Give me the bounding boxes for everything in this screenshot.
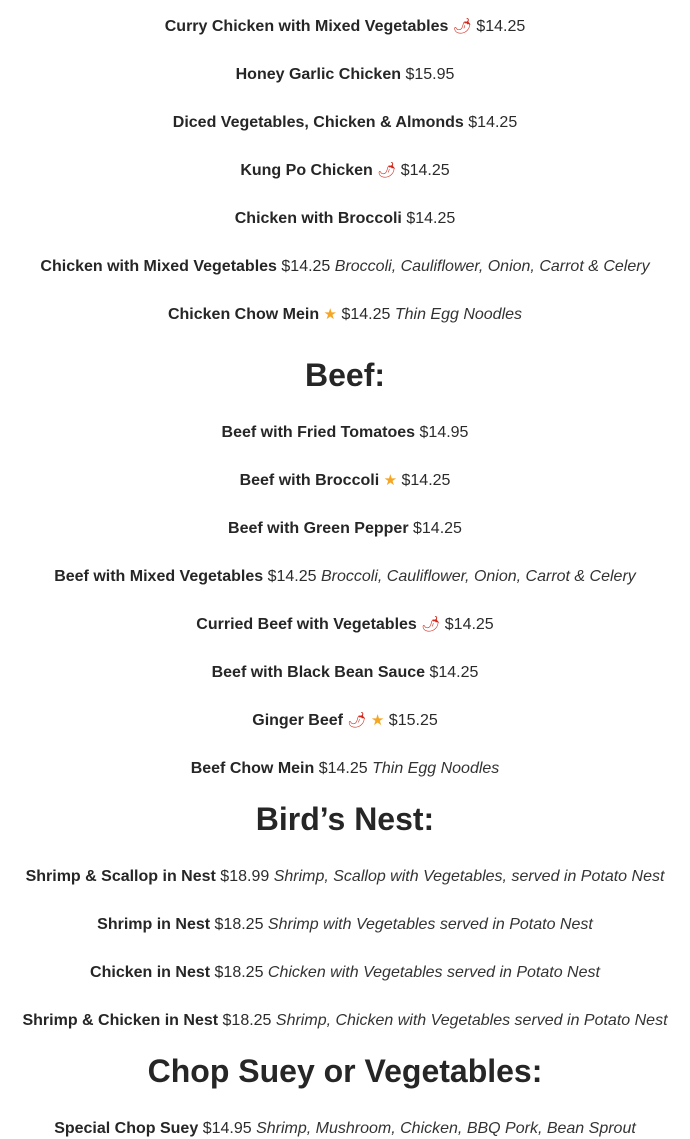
menu-item <box>0 915 690 935</box>
section-heading: Chop Suey or Vegetables: <box>147 1053 543 1089</box>
menu-item-name: Shrimp & Chicken in Nest <box>22 1012 219 1029</box>
menu-item-price: $14.25 <box>401 472 451 489</box>
menu-item-name: Curried Beef with Vegetables <box>196 616 417 633</box>
menu-item <box>0 567 690 587</box>
section-heading: Bird’s Nest: <box>255 801 435 837</box>
menu-item-name: Chicken with Broccoli <box>234 210 402 227</box>
menu-item-name: Curry Chicken with Mixed Vegetables <box>164 18 449 35</box>
menu-item-name: Beef with Black Bean Sauce <box>211 664 426 681</box>
menu-item-name: Shrimp in Nest <box>97 916 211 933</box>
menu-item-price: $14.25 <box>444 616 494 633</box>
star-icon: ★ <box>370 712 385 729</box>
menu-item <box>0 65 690 85</box>
chili-pepper-icon: 🌶 <box>421 616 441 633</box>
menu-item-name: Chicken in Nest <box>90 964 211 981</box>
menu-item-price: $14.25 <box>476 18 526 35</box>
menu-item-description: Thin Egg Noodles <box>394 306 523 323</box>
menu-item <box>0 209 690 229</box>
menu-item-name: Beef with Broccoli <box>239 472 380 489</box>
menu-item-price: $18.25 <box>222 1012 272 1029</box>
menu-item <box>0 257 690 277</box>
menu-item-price: $14.25 <box>341 306 391 323</box>
menu-item-description: Shrimp, Mushroom, Chicken, BBQ Pork, Bean Sprout <box>256 1120 636 1137</box>
menu-item-price: $14.25 <box>400 162 450 179</box>
menu-item-name: Diced Vegetables, Chicken & Almonds <box>172 114 464 131</box>
menu-item-name: Beef with Mixed Vegetables <box>54 568 264 585</box>
menu-item-description: Shrimp, Scallop with Vegetables, served in Potato Nest <box>273 868 665 885</box>
menu-item <box>0 759 690 779</box>
menu-item-description: Shrimp with Vegetables served in Potato Nest <box>267 916 593 933</box>
menu-item <box>0 423 690 443</box>
star-icon: ★ <box>383 472 398 489</box>
menu-item-description: Broccoli, Cauliflower, Onion, Carrot & Celery <box>321 568 636 585</box>
menu-item <box>0 113 690 133</box>
menu-item-price: $15.25 <box>388 712 438 729</box>
chili-pepper-icon: 🌶 <box>347 712 367 729</box>
menu-item-price: $14.25 <box>406 210 456 227</box>
menu-item-name: Ginger Beef <box>252 712 343 729</box>
section-heading: Beef: <box>304 357 385 393</box>
menu-item-price: $18.25 <box>214 916 264 933</box>
menu-item-name: Shrimp & Scallop in Nest <box>25 868 216 885</box>
menu-item-name: Beef with Green Pepper <box>228 520 409 537</box>
menu-item-price: $14.95 <box>419 424 469 441</box>
menu-item-description: Shrimp, Chicken with Vegetables served in Potato Nest <box>275 1012 668 1029</box>
menu-item-name: Beef with Fried Tomatoes <box>221 424 416 441</box>
menu-item-name: Chicken with Mixed Vegetables <box>40 258 277 275</box>
menu-item <box>0 519 690 539</box>
menu-item-name: Kung Po Chicken <box>240 162 373 179</box>
menu-item-price: $15.95 <box>405 66 455 83</box>
menu-item <box>0 711 690 731</box>
menu-item <box>0 1011 690 1031</box>
menu-item-name: Chicken Chow Mein <box>167 306 320 323</box>
menu-item <box>0 663 690 683</box>
menu-item-price: $14.25 <box>267 568 317 585</box>
chili-pepper-icon: 🌶 <box>377 162 397 179</box>
menu-item-description: Thin Egg Noodles <box>372 760 500 777</box>
menu-item-name: Special Chop Suey <box>54 1120 199 1137</box>
menu-item-price: $18.25 <box>214 964 264 981</box>
menu-item <box>0 1119 690 1139</box>
menu-item <box>0 305 690 325</box>
menu-item-name: Beef Chow Mein <box>190 760 315 777</box>
menu-item-description: Broccoli, Cauliflower, Onion, Carrot & Celery <box>334 258 650 275</box>
star-icon: ★ <box>323 306 337 323</box>
menu-item <box>0 867 690 887</box>
menu-item-price: $14.95 <box>202 1120 252 1137</box>
menu-item-price: $14.25 <box>281 258 331 275</box>
menu-item-description: Chicken with Vegetables served in Potato Nest <box>267 964 600 981</box>
menu-item <box>0 17 690 37</box>
menu-item-price: $14.25 <box>318 760 368 777</box>
menu-item <box>0 615 690 635</box>
chili-pepper-icon: 🌶 <box>452 18 472 35</box>
menu-item-price: $14.25 <box>429 664 479 681</box>
menu-item-price: $14.25 <box>468 114 518 131</box>
menu-item <box>0 963 690 983</box>
menu-item <box>0 161 690 181</box>
menu-item-price: $18.99 <box>220 868 270 885</box>
menu-item <box>0 471 690 491</box>
menu-item-name: Honey Garlic Chicken <box>235 66 401 83</box>
menu-item-price: $14.25 <box>413 520 462 537</box>
